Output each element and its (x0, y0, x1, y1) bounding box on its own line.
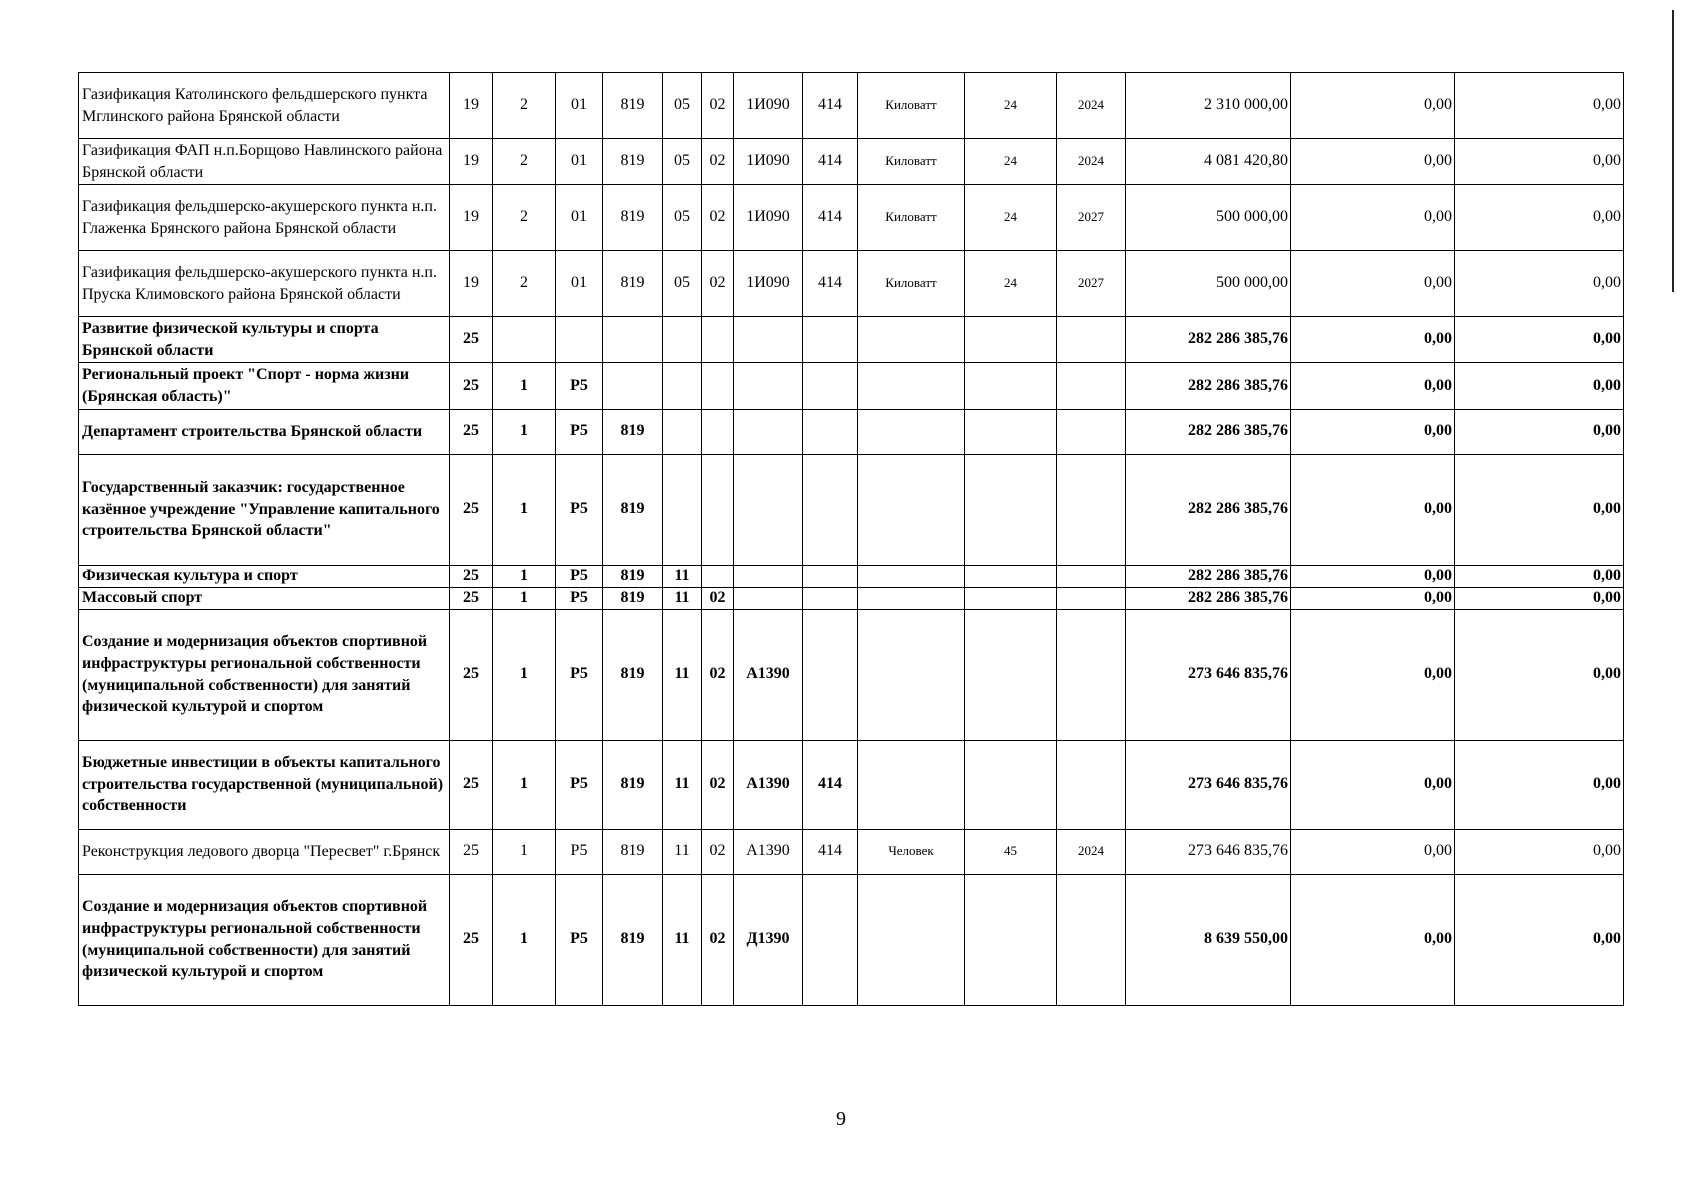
year-cell (1057, 317, 1126, 363)
year-cell: 2027 (1057, 185, 1126, 251)
code-cell (803, 363, 858, 409)
code-cell: 414 (803, 251, 858, 317)
amount-cell: 0,00 (1455, 251, 1624, 317)
code-cell: 02 (702, 740, 734, 829)
code-cell (702, 565, 734, 587)
amount-cell: 273 646 835,76 (1126, 829, 1291, 874)
code-cell: 02 (702, 609, 734, 740)
code-cell: 25 (450, 587, 493, 609)
code-cell: Р5 (556, 609, 603, 740)
amount-cell: 0,00 (1291, 139, 1455, 185)
code-cell: 11 (663, 829, 702, 874)
row-name-cell: Реконструкция ледового дворца "Пересвет" г.Брянск (79, 829, 450, 874)
code-cell (803, 874, 858, 1005)
row-name-cell: Создание и модернизация объектов спортивной инфраструктуры региональной собственности (муниципальной собственности) для занятий физической культурой и спортом (79, 609, 450, 740)
amount-cell: 0,00 (1455, 317, 1624, 363)
table-row (79, 454, 1624, 565)
amount-cell: 2 310 000,00 (1126, 73, 1291, 139)
quantity-cell (965, 454, 1057, 565)
row-name-cell: Физическая культура и спорт (79, 565, 450, 587)
code-cell: 819 (603, 609, 663, 740)
quantity-cell (965, 609, 1057, 740)
code-cell (734, 454, 803, 565)
table-row (79, 740, 1624, 829)
code-cell: 819 (603, 185, 663, 251)
code-cell: 02 (702, 73, 734, 139)
code-cell (734, 363, 803, 409)
code-cell: Р5 (556, 363, 603, 409)
row-name-cell: Газификация фельдшерско-акушерского пункта н.п. Пруска Климовского района Брянской области (79, 251, 450, 317)
amount-cell: 500 000,00 (1126, 251, 1291, 317)
amount-cell: 282 286 385,76 (1126, 363, 1291, 409)
code-cell: 25 (450, 409, 493, 454)
code-cell: 01 (556, 185, 603, 251)
code-cell: 414 (803, 185, 858, 251)
code-cell: 11 (663, 740, 702, 829)
amount-cell: 0,00 (1455, 874, 1624, 1005)
code-cell: 02 (702, 587, 734, 609)
row-name-cell: Газификация ФАП н.п.Борщово Навлинского района Брянской области (79, 139, 450, 185)
year-cell (1057, 874, 1126, 1005)
year-cell: 2024 (1057, 829, 1126, 874)
code-cell: Р5 (556, 740, 603, 829)
code-cell: 819 (603, 829, 663, 874)
amount-cell: 0,00 (1291, 73, 1455, 139)
amount-cell: 0,00 (1291, 454, 1455, 565)
quantity-cell (965, 363, 1057, 409)
code-cell: 819 (603, 73, 663, 139)
code-cell: 25 (450, 740, 493, 829)
amount-cell: 273 646 835,76 (1126, 740, 1291, 829)
scan-edge-line (1672, 10, 1674, 292)
code-cell: Р5 (556, 587, 603, 609)
year-cell (1057, 587, 1126, 609)
code-cell: 414 (803, 139, 858, 185)
table-row (79, 185, 1624, 251)
quantity-cell: 45 (965, 829, 1057, 874)
code-cell: 11 (663, 565, 702, 587)
code-cell (803, 565, 858, 587)
table-row (79, 609, 1624, 740)
row-name-cell: Массовый спорт (79, 587, 450, 609)
year-cell (1057, 740, 1126, 829)
code-cell: 25 (450, 829, 493, 874)
page-number: 9 (836, 1108, 846, 1130)
code-cell (734, 587, 803, 609)
code-cell: 25 (450, 609, 493, 740)
code-cell (603, 317, 663, 363)
unit-cell: Киловатт (858, 139, 965, 185)
amount-cell: 282 286 385,76 (1126, 587, 1291, 609)
code-cell: 05 (663, 185, 702, 251)
code-cell (702, 363, 734, 409)
quantity-cell (965, 317, 1057, 363)
amount-cell: 0,00 (1291, 609, 1455, 740)
row-name-cell: Создание и модернизация объектов спортивной инфраструктуры региональной собственности (муниципальной собственности) для занятий физической культурой и спортом (79, 874, 450, 1005)
code-cell (803, 409, 858, 454)
unit-cell (858, 454, 965, 565)
unit-cell (858, 363, 965, 409)
code-cell: Д1390 (734, 874, 803, 1005)
year-cell: 2024 (1057, 139, 1126, 185)
budget-table (78, 72, 1624, 1006)
row-name-cell: Региональный проект "Спорт - норма жизни (Брянская область)" (79, 363, 450, 409)
code-cell: 25 (450, 874, 493, 1005)
quantity-cell (965, 740, 1057, 829)
table-row (79, 874, 1624, 1005)
quantity-cell (965, 874, 1057, 1005)
amount-cell: 273 646 835,76 (1126, 609, 1291, 740)
code-cell: 819 (603, 565, 663, 587)
code-cell (493, 317, 556, 363)
code-cell: А1390 (734, 740, 803, 829)
amount-cell: 0,00 (1291, 251, 1455, 317)
unit-cell (858, 565, 965, 587)
code-cell: 1И090 (734, 73, 803, 139)
code-cell: 02 (702, 251, 734, 317)
code-cell: 25 (450, 317, 493, 363)
amount-cell: 282 286 385,76 (1126, 409, 1291, 454)
code-cell (663, 454, 702, 565)
amount-cell: 8 639 550,00 (1126, 874, 1291, 1005)
amount-cell: 4 081 420,80 (1126, 139, 1291, 185)
unit-cell: Человек (858, 829, 965, 874)
amount-cell: 0,00 (1291, 185, 1455, 251)
code-cell: 414 (803, 740, 858, 829)
amount-cell: 0,00 (1455, 609, 1624, 740)
code-cell (556, 317, 603, 363)
code-cell: 01 (556, 251, 603, 317)
code-cell: 01 (556, 139, 603, 185)
amount-cell: 0,00 (1291, 740, 1455, 829)
row-name-cell: Газификация фельдшерско-акушерского пункта н.п. Глаженка Брянского района Брянской области (79, 185, 450, 251)
unit-cell (858, 409, 965, 454)
code-cell: Р5 (556, 874, 603, 1005)
code-cell: 05 (663, 251, 702, 317)
table-row (79, 317, 1624, 363)
code-cell (734, 317, 803, 363)
amount-cell: 0,00 (1455, 565, 1624, 587)
code-cell: 11 (663, 874, 702, 1005)
code-cell: 414 (803, 73, 858, 139)
code-cell: 05 (663, 73, 702, 139)
unit-cell (858, 587, 965, 609)
table-row (79, 139, 1624, 185)
code-cell (603, 363, 663, 409)
table-body (79, 73, 1624, 1006)
quantity-cell (965, 587, 1057, 609)
amount-cell: 0,00 (1291, 409, 1455, 454)
table-row (79, 829, 1624, 874)
unit-cell: Киловатт (858, 73, 965, 139)
code-cell (663, 363, 702, 409)
code-cell: 2 (493, 73, 556, 139)
unit-cell (858, 609, 965, 740)
table-row (79, 409, 1624, 454)
table-row (79, 251, 1624, 317)
row-name-cell: Развитие физической культуры и спорта Брянской области (79, 317, 450, 363)
code-cell: 11 (663, 609, 702, 740)
year-cell (1057, 454, 1126, 565)
code-cell: 02 (702, 139, 734, 185)
unit-cell (858, 317, 965, 363)
row-name-cell: Департамент строительства Брянской области (79, 409, 450, 454)
amount-cell: 0,00 (1291, 829, 1455, 874)
code-cell: 2 (493, 139, 556, 185)
code-cell: А1390 (734, 609, 803, 740)
amount-cell: 0,00 (1291, 317, 1455, 363)
row-name-cell: Газификация Католинского фельдшерского пункта Мглинского района Брянской области (79, 73, 450, 139)
code-cell: 819 (603, 251, 663, 317)
amount-cell: 0,00 (1291, 587, 1455, 609)
code-cell: 02 (702, 185, 734, 251)
year-cell (1057, 409, 1126, 454)
amount-cell: 0,00 (1455, 454, 1624, 565)
code-cell: 25 (450, 454, 493, 565)
amount-cell: 0,00 (1455, 587, 1624, 609)
code-cell: 19 (450, 251, 493, 317)
code-cell: 19 (450, 185, 493, 251)
code-cell (663, 409, 702, 454)
code-cell: 819 (603, 587, 663, 609)
code-cell: 01 (556, 73, 603, 139)
table-row (79, 587, 1624, 609)
code-cell: 1 (493, 409, 556, 454)
amount-cell: 0,00 (1291, 363, 1455, 409)
amount-cell: 0,00 (1291, 565, 1455, 587)
code-cell: 1 (493, 740, 556, 829)
code-cell (734, 565, 803, 587)
code-cell: 819 (603, 139, 663, 185)
unit-cell (858, 740, 965, 829)
table-row (79, 363, 1624, 409)
code-cell: 02 (702, 874, 734, 1005)
code-cell: 819 (603, 874, 663, 1005)
code-cell: 25 (450, 363, 493, 409)
code-cell: 1 (493, 454, 556, 565)
code-cell (803, 317, 858, 363)
amount-cell: 0,00 (1455, 363, 1624, 409)
code-cell: 1 (493, 609, 556, 740)
table-row (79, 565, 1624, 587)
code-cell (702, 317, 734, 363)
row-name-cell: Бюджетные инвестиции в объекты капитального строительства государственной (муниципальной) собственности (79, 740, 450, 829)
code-cell (702, 454, 734, 565)
code-cell: Р5 (556, 454, 603, 565)
code-cell: Р5 (556, 409, 603, 454)
code-cell: 819 (603, 454, 663, 565)
year-cell (1057, 363, 1126, 409)
code-cell: 1 (493, 829, 556, 874)
year-cell: 2027 (1057, 251, 1126, 317)
unit-cell (858, 874, 965, 1005)
code-cell: 02 (702, 829, 734, 874)
code-cell: 1И090 (734, 139, 803, 185)
code-cell: 1 (493, 874, 556, 1005)
amount-cell: 0,00 (1455, 409, 1624, 454)
quantity-cell (965, 409, 1057, 454)
code-cell: 19 (450, 139, 493, 185)
quantity-cell: 24 (965, 185, 1057, 251)
code-cell: 819 (603, 740, 663, 829)
code-cell: 414 (803, 829, 858, 874)
quantity-cell (965, 565, 1057, 587)
code-cell: 19 (450, 73, 493, 139)
year-cell (1057, 565, 1126, 587)
table-row (79, 73, 1624, 139)
code-cell (803, 454, 858, 565)
amount-cell: 282 286 385,76 (1126, 317, 1291, 363)
code-cell: 25 (450, 565, 493, 587)
code-cell: 2 (493, 185, 556, 251)
amount-cell: 0,00 (1455, 73, 1624, 139)
amount-cell: 282 286 385,76 (1126, 454, 1291, 565)
year-cell: 2024 (1057, 73, 1126, 139)
unit-cell: Киловатт (858, 251, 965, 317)
code-cell (663, 317, 702, 363)
code-cell: 1 (493, 587, 556, 609)
code-cell: 819 (603, 409, 663, 454)
code-cell: Р5 (556, 829, 603, 874)
amount-cell: 0,00 (1291, 874, 1455, 1005)
amount-cell: 0,00 (1455, 740, 1624, 829)
code-cell: 05 (663, 139, 702, 185)
code-cell (734, 409, 803, 454)
unit-cell: Киловатт (858, 185, 965, 251)
code-cell (803, 609, 858, 740)
code-cell (702, 409, 734, 454)
code-cell: 1 (493, 565, 556, 587)
code-cell: 1И090 (734, 185, 803, 251)
quantity-cell: 24 (965, 251, 1057, 317)
amount-cell: 0,00 (1455, 829, 1624, 874)
amount-cell: 0,00 (1455, 139, 1624, 185)
code-cell: 11 (663, 587, 702, 609)
year-cell (1057, 609, 1126, 740)
amount-cell: 0,00 (1455, 185, 1624, 251)
code-cell: 1 (493, 363, 556, 409)
amount-cell: 282 286 385,76 (1126, 565, 1291, 587)
code-cell: А1390 (734, 829, 803, 874)
code-cell: 2 (493, 251, 556, 317)
code-cell: 1И090 (734, 251, 803, 317)
code-cell: Р5 (556, 565, 603, 587)
row-name-cell: Государственный заказчик: государственное казённое учреждение "Управление капитального строительства Брянской области" (79, 454, 450, 565)
quantity-cell: 24 (965, 139, 1057, 185)
quantity-cell: 24 (965, 73, 1057, 139)
code-cell (803, 587, 858, 609)
amount-cell: 500 000,00 (1126, 185, 1291, 251)
